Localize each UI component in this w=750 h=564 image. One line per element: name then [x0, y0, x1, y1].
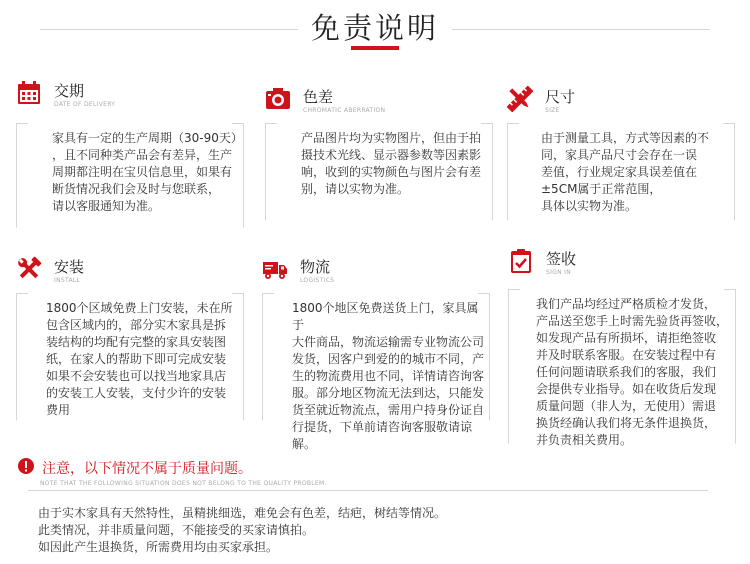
card-install	[16, 256, 244, 421]
card-body	[16, 293, 244, 421]
card-delivery	[16, 80, 244, 228]
card-body	[16, 123, 244, 228]
header	[0, 0, 750, 60]
notice-subheading: NOTE THAT THE FOLLOWING SITUATION DOES NOT BELONG TO THE QUALITY PROBLEM.	[40, 480, 327, 487]
card-text: 我们产品均经过严格质检才发货， 产品送至您手上时需先验货再签收， 如发现产品有所损坏，请拒绝签收 并及时联系客服。在安装过程中有 任何问题请联系我们的客服，我们 会提供专业指导。如在收货后发现 质量问题（非人为，无使用）需退 换货经确认我们将无条件退换货， 并负责相关费用。	[536, 297, 729, 447]
card-subheading: SIGN IN	[546, 269, 571, 276]
notice-heading: 注意，以下情况不属于质量问题。	[42, 461, 252, 477]
camera-icon	[265, 86, 291, 112]
card-color	[265, 86, 493, 221]
card-size	[507, 86, 735, 221]
card-heading: 色差	[303, 88, 334, 106]
card-heading: 签收	[546, 250, 577, 268]
card-body	[508, 289, 736, 447]
card-body	[507, 123, 735, 221]
tools-icon	[16, 256, 42, 282]
card-text: 产品图片均为实物图片，但由于拍 摄技术光线、显示器参数等因素影 响，收到的实物颜色与图片会有差 别，请以实物为准。	[301, 131, 482, 196]
card-subheading: DATE OF DELIVERY	[54, 101, 116, 108]
ruler-pencil-icon	[507, 86, 533, 112]
card-heading: 尺寸	[545, 88, 576, 106]
notice-text: 由于实木家具有天然特性，虽精挑细选，难免会有色差，结疤，树结等情况。 此类情况，并非质量问题，不能接受的买家请慎拍。 如因此产生退换货，所需费用均由买家承担。	[38, 506, 447, 554]
card-text: 由于测量工具，方式等因素的不 同，家具产品尺寸会存在一误 差值，行业规定家具误差值在 ±5CM属于正常范围， 具体以实物为准。	[541, 131, 710, 213]
clipboard-icon	[508, 248, 534, 274]
card-heading: 物流	[300, 258, 331, 276]
card-subheading: SIZE	[545, 107, 560, 114]
card-subheading: INSTALL	[54, 277, 81, 284]
alert-icon	[18, 458, 34, 474]
card-body	[262, 293, 490, 451]
card-text: 1800个地区免费送货上门，家具属于 大件商品，物流运输需专业物流公司 发货，因客户到爱的的城市不同，产 生的物流费用也不同，详情请咨询客 服。部分地区物流无法到达，只能发 货至就近物流点，需用户持身份证自 行提货，下单前请咨询客服敬请谅解。	[292, 301, 485, 451]
page-title: 免责说明	[310, 11, 439, 45]
truck-icon	[262, 256, 288, 282]
card-subheading: CHROMATIC ABERRATION	[303, 107, 386, 114]
card-heading: 交期	[54, 82, 85, 100]
calendar-icon	[16, 80, 42, 106]
title-divider-right	[452, 29, 710, 30]
title-accent-bar	[351, 46, 399, 50]
card-text: 1800个区域免费上门安装，未在所 包含区域内的，部分实木家具是拆 装结构的均配有完整的家具安装图 纸，在家人的帮助下即可完成安装 如果不会安装也可以找当地家具店 的安装工人安装，支付少许的安装 费用	[46, 301, 233, 417]
card-heading: 安装	[54, 258, 85, 276]
card-logistics	[262, 256, 490, 451]
card-sign	[508, 248, 736, 447]
card-body	[265, 123, 493, 221]
title-divider-left	[40, 29, 298, 30]
card-text: 家具有一定的生产周期（30-90天） ，且不同种类产品会有差异，生产 周期都注明在宝贝信息里，如果有 断货情况我们会及时与您联系， 请以客服通知为准。	[52, 131, 243, 213]
notice-divider	[28, 490, 708, 491]
card-subheading: LOGISTICS	[300, 277, 335, 284]
